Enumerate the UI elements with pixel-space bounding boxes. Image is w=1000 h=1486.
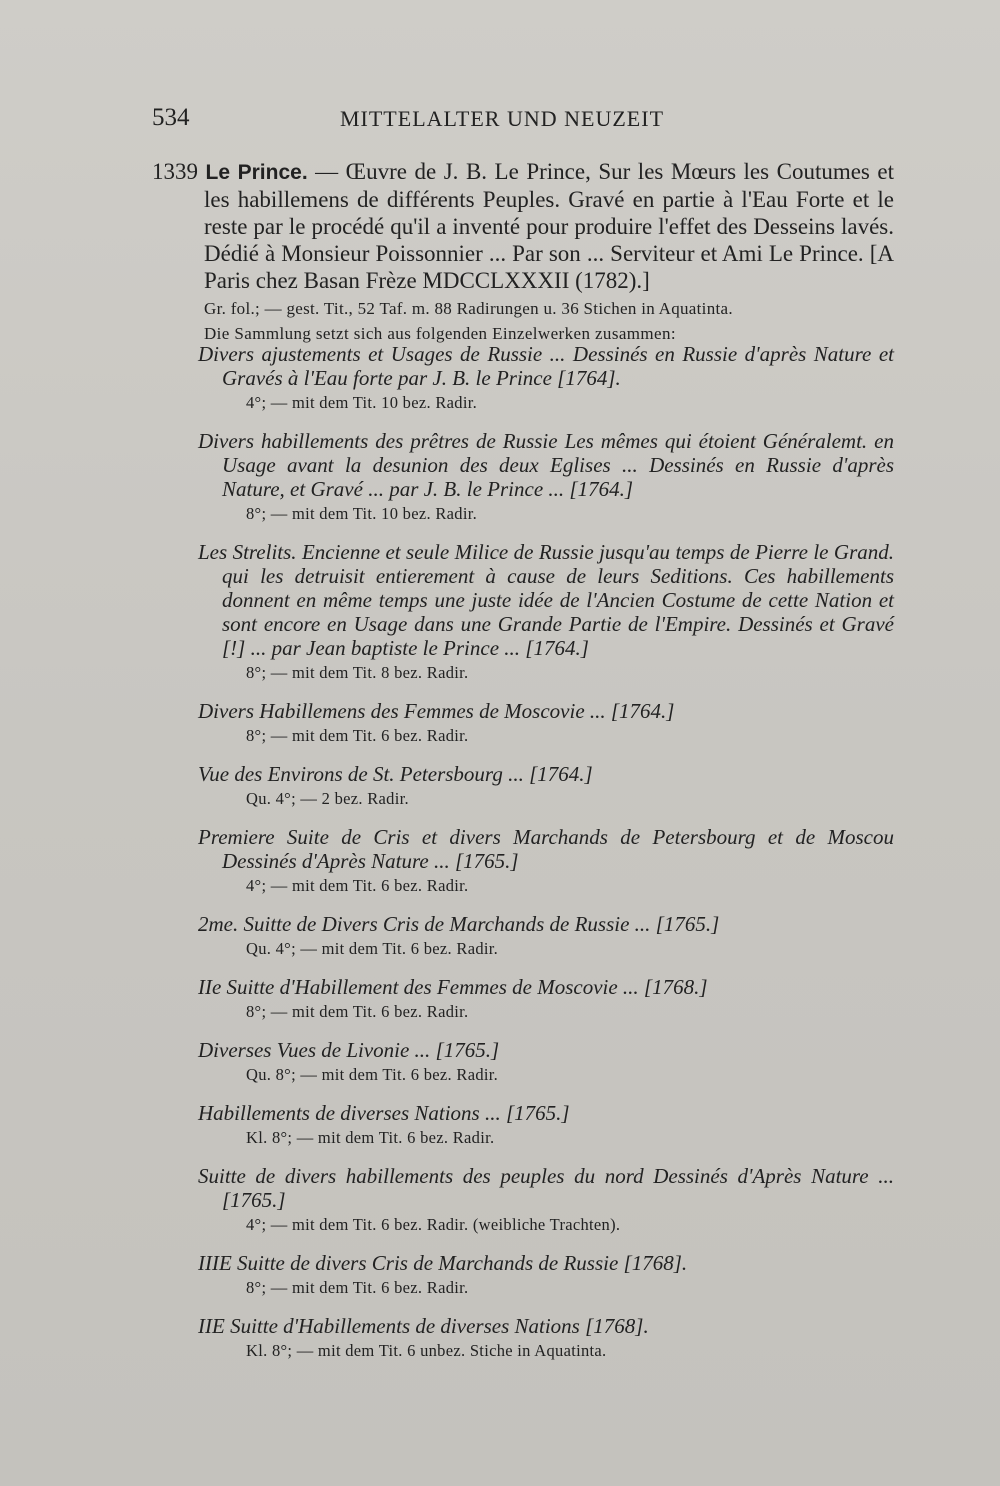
entry-intro: Die Sammlung setzt sich aus folgenden Einzelwerken zusammen: xyxy=(204,324,677,343)
work-item xyxy=(198,1251,894,1299)
work-format: Qu. 4°; — mit dem Tit. 6 bez. Radir. xyxy=(246,939,499,958)
work-title: Divers ajustements et Usages de Russie ... Dessinés en Russie d'après Nature et Gravés à l'Eau forte par J. B. le Prince [1764]. xyxy=(198,342,894,390)
entry-main-text xyxy=(152,158,894,294)
work-title: IIe Suitte d'Habillement des Femmes de Moscovie ... [1768.] xyxy=(198,975,708,999)
work-title: IIE Suitte d'Habillements de diverses Nations [1768]. xyxy=(198,1314,649,1338)
work-title: 2me. Suitte de Divers Cris de Marchands de Russie ... [1765.] xyxy=(198,912,720,936)
work-title: Divers habillements des prêtres de Russie Les mêmes qui étoient Généralemt. en Usage avant la desunion des deux Eglises ... Dessinés en Russie d'après Nature, et Gravé ... par J. B. le Prince ... [1764.] xyxy=(198,429,894,501)
work-title: Vue des Environs de St. Petersbourg ... [1764.] xyxy=(198,762,593,786)
work-item xyxy=(198,825,894,897)
work-title: Divers Habillemens des Femmes de Moscovie ... [1764.] xyxy=(198,699,675,723)
work-item xyxy=(198,429,894,525)
work-format: Kl. 8°; — mit dem Tit. 6 bez. Radir. xyxy=(246,1128,495,1147)
work-title: IIIE Suitte de divers Cris de Marchands de Russie [1768]. xyxy=(198,1251,688,1275)
work-format: Qu. 4°; — 2 bez. Radir. xyxy=(246,789,409,808)
work-format: 8°; — mit dem Tit. 8 bez. Radir. xyxy=(246,663,469,682)
work-item xyxy=(198,1038,894,1086)
entry-description: — Œuvre de J. B. Le Prince, Sur les Mœurs les Coutumes et les habillemens de différents Peuples. Gravé en partie à l'Eau Forte et le reste par le procédé qu'il a inventé pour produire l'effet des Desseins lavés. Dédié à Monsieur Poissonnier ... Par son ... Serviteur et Ami Le Prince. [A Paris chez Basan Frèze MDCCLXXXII (1782).] xyxy=(204,159,894,293)
work-item xyxy=(198,1164,894,1236)
work-format: 8°; — mit dem Tit. 6 bez. Radir. xyxy=(246,726,469,745)
catalog-entry xyxy=(152,158,894,345)
work-item xyxy=(198,1101,894,1149)
entry-name: Le Prince. xyxy=(205,161,308,184)
work-format: 8°; — mit dem Tit. 10 bez. Radir. xyxy=(246,504,478,523)
work-format: Qu. 8°; — mit dem Tit. 6 bez. Radir. xyxy=(246,1065,499,1084)
work-item xyxy=(198,342,894,414)
work-item xyxy=(198,975,894,1023)
work-item xyxy=(198,540,894,684)
work-list xyxy=(198,342,894,1377)
work-format: Kl. 8°; — mit dem Tit. 6 unbez. Stiche in Aquatinta. xyxy=(246,1341,607,1360)
work-title: Premiere Suite de Cris et divers Marchands de Petersbourg et de Moscou Dessinés d'Après Nature ... [1765.] xyxy=(198,825,894,873)
entry-format: Gr. fol.; — gest. Tit., 52 Taf. m. 88 Radirungen u. 36 Stichen in Aquatinta. xyxy=(204,299,733,318)
work-item xyxy=(198,762,894,810)
page-header xyxy=(152,104,892,144)
work-item xyxy=(198,912,894,960)
work-format: 4°; — mit dem Tit. 6 bez. Radir. (weibliche Trachten). xyxy=(246,1215,621,1234)
work-item xyxy=(198,699,894,747)
work-format: 4°; — mit dem Tit. 10 bez. Radir. xyxy=(246,393,478,412)
work-title: Suitte de divers habillements des peuples du nord Dessinés d'Après Nature ... [1765.] xyxy=(198,1164,894,1212)
work-format: 8°; — mit dem Tit. 6 bez. Radir. xyxy=(246,1278,469,1297)
entry-number: 1339 xyxy=(152,159,198,184)
work-item xyxy=(198,1314,894,1362)
work-format: 4°; — mit dem Tit. 6 bez. Radir. xyxy=(246,876,469,895)
work-format: 8°; — mit dem Tit. 6 bez. Radir. xyxy=(246,1002,469,1021)
work-title: Les Strelits. Encienne et seule Milice de Russie jusqu'au temps de Pierre le Grand. qui les detruisit entierement à cause de leurs Seditions. Ces habillements donnent en même temps une juste idée de l'Ancien Costume de cette Nation et sont encore en Usage dans une Grande Partie de l'Empire. Dessinés et Gravé [!] ... par Jean baptiste le Prince ... [1764.] xyxy=(198,540,894,660)
page-number: 534 xyxy=(152,104,190,131)
running-head: MITTELALTER UND NEUZEIT xyxy=(339,106,665,131)
work-title: Habillements de diverses Nations ... [1765.] xyxy=(198,1101,570,1125)
work-title: Diverses Vues de Livonie ... [1765.] xyxy=(198,1038,500,1062)
